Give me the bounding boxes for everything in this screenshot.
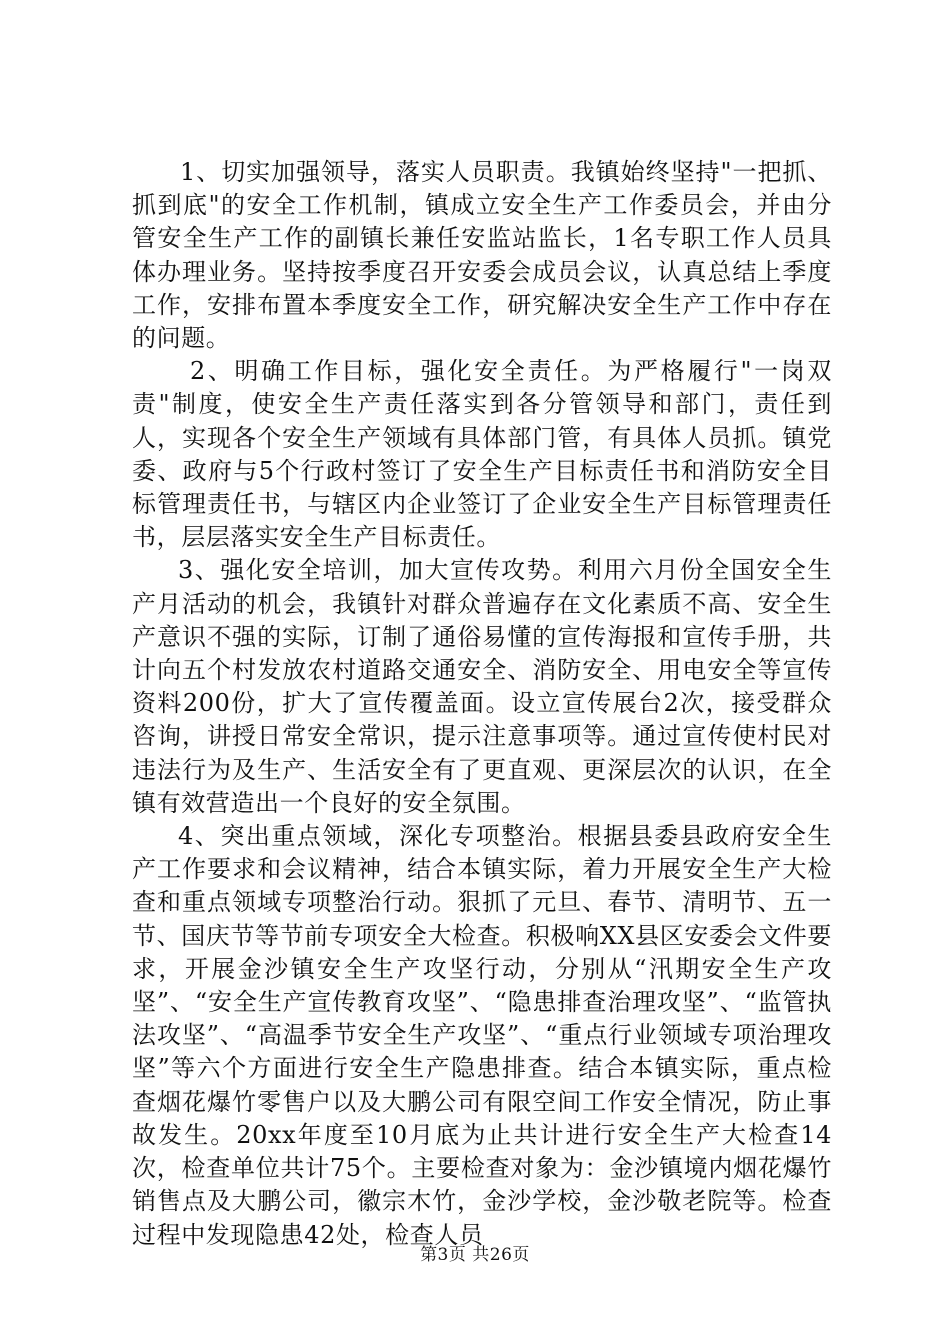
paragraph-training: 3、强化安全培训，加大宣传攻势。利用六月份全国安全生产月活动的机会，我镇针对群众普遍存在文化素质不高、安全生产意识不强的实际，订制了通俗易懂的宣传海报和宣传手册，共计向五个村发放农村道路交通安全、消防安全、用电安全等宣传资料200份，扩大了宣传覆盖面。设立宣传展台2次，接受群众咨询，讲授日常安全常识，提示注意事项等。通过宣传使村民对违法行为及生产、生活安全有了更直观、更深层次的认识，在全镇有效营造出一个良好的安全氛围。 — [132, 556, 832, 817]
paragraph-leadership: 1、切实加强领导，落实人员职责。我镇始终坚持"一把抓、抓到底"的安全工作机制，镇成立安全生产工作委员会，并由分管安全生产工作的副镇长兼任安监站监长，1名专职工作人员具体办理业务。坚持按季度召开安委会成员会议，认真总结上季度工作，安排布置本季度安全工作，研究解决安全生产工作中存在的问题。 — [132, 158, 832, 353]
paragraph-responsibility: 2、明确工作目标，强化安全责任。为严格履行"一岗双责"制度，使安全生产责任落实到各分管领导和部门，责任到人，实现各个安全生产领域有具体部门管，有具体人员抓。镇党委、政府与5个行政村签订了安全生产目标责任书和消防安全目标管理责任书，与辖区内企业签订了企业安全生产目标管理责任书，层层落实安全生产目标责任。 — [132, 357, 832, 552]
paragraph-rectification: 4、突出重点领域，深化专项整治。根据县委县政府安全生产工作要求和会议精神，结合本镇实际，着力开展安全生产大检查和重点领域专项整治行动。狠抓了元旦、春节、清明节、五一节、国庆节等节前专项安全大检查。积极响XX县区安委会文件要求，开展金沙镇安全生产攻坚行动，分别从“汛期安全生产攻坚”、“安全生产宣传教育攻坚”、“隐患排查治理攻坚”、“监管执法攻坚”、“高温季节安全生产攻坚”、“重点行业领域专项治理攻坚”等六个方面进行安全生产隐患排查。结合本镇实际，重点检查烟花爆竹零售户以及大鹏公司有限空间工作安全情况，防止事故发生。20xx年度至10月底为止共计进行安全生产大检查14次，检查单位共计75个。主要检查对象为：金沙镇境内烟花爆竹销售点及大鹏公司，徽宗木竹，金沙学校，金沙敬老院等。检查过程中发现隐患42处，检查人员 — [132, 822, 832, 1249]
page-number-footer: 第3页 共26页 — [420, 1245, 530, 1265]
document-body — [132, 156, 832, 1252]
